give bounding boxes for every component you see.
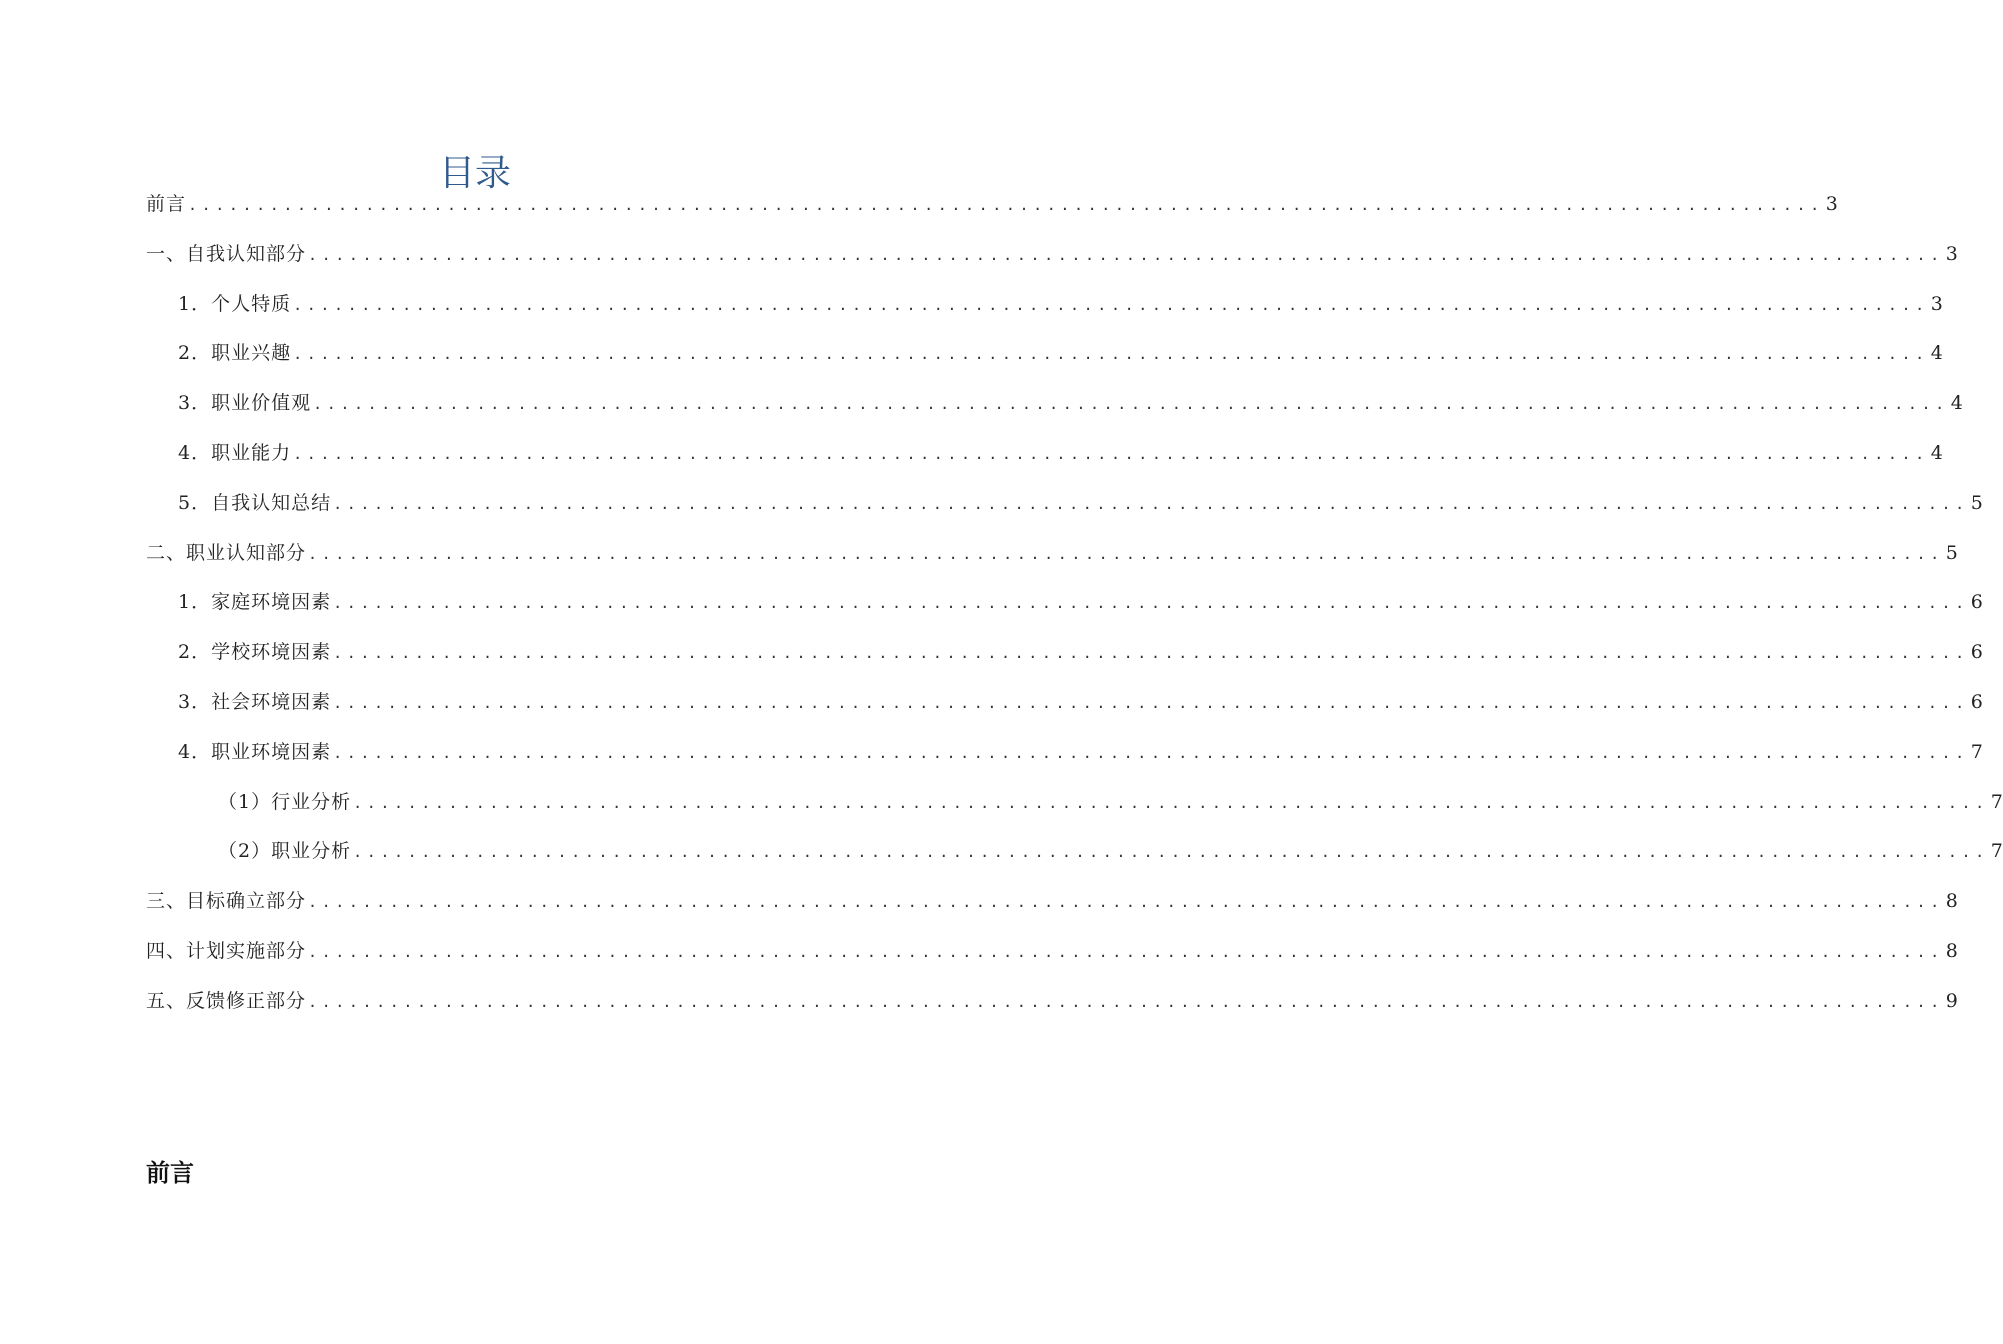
- toc-entry-label: 4．职业环境因素: [178, 740, 332, 763]
- toc-entry-label: 3．社会环境因素: [178, 690, 332, 713]
- toc-entry[interactable]: [146, 981, 1958, 1031]
- toc-entry-label: （1）行业分析: [218, 790, 352, 813]
- toc-entry-label: 三、目标确立部分: [146, 890, 307, 913]
- toc-page-number: 6: [1970, 641, 1983, 664]
- toc-page-number: 5: [1945, 541, 1958, 564]
- toc-entry[interactable]: [146, 284, 1943, 334]
- toc-entry[interactable]: [146, 483, 1983, 533]
- toc-leader-dots: ........................................................................................................................: [293, 444, 1929, 463]
- toc-entry-label: 4．职业能力: [178, 441, 292, 464]
- toc-entry[interactable]: [146, 383, 1963, 433]
- toc-leader-dots: ........................................................................................................................: [308, 245, 1944, 264]
- toc-leader-dots: ........................................................................................................................: [308, 992, 1944, 1011]
- toc-leader-dots: ........................................................................................................................: [188, 196, 1824, 214]
- toc-entry-label: 2．职业兴趣: [178, 342, 292, 365]
- toc-entry[interactable]: [146, 931, 1958, 981]
- toc-entry-label: 一、自我认知部分: [146, 242, 307, 265]
- toc-leader-dots: ........................................................................................................................: [333, 743, 1969, 762]
- toc-page-number: 3: [1825, 193, 1838, 215]
- toc-entry-label: 五、反馈修正部分: [146, 989, 307, 1012]
- toc-entry-label: 2．学校环境因素: [178, 641, 332, 664]
- toc-leader-dots: ........................................................................................................................: [333, 693, 1969, 712]
- toc-page-number: 4: [1950, 392, 1963, 415]
- toc-page-number: 3: [1930, 292, 1943, 315]
- toc-entry[interactable]: [146, 234, 1958, 284]
- toc-page-number: 8: [1945, 890, 1958, 913]
- table-of-contents: [146, 184, 2003, 1031]
- toc-page-number: 8: [1945, 939, 1958, 962]
- toc-entry[interactable]: [146, 333, 1943, 383]
- toc-entry-label: 1．家庭环境因素: [178, 591, 332, 614]
- toc-entry[interactable]: [146, 533, 1958, 583]
- toc-page-number: 9: [1945, 989, 1958, 1012]
- toc-entry-label: 二、职业认知部分: [146, 541, 307, 564]
- toc-entry-label: 前言: [146, 193, 187, 215]
- toc-leader-dots: ........................................................................................................................: [313, 395, 1949, 414]
- toc-entry-label: 四、计划实施部分: [146, 939, 307, 962]
- toc-page-number: 3: [1945, 242, 1958, 265]
- toc-page-number: 7: [1990, 840, 2003, 863]
- toc-entry[interactable]: [146, 782, 2003, 832]
- section-heading: 前言: [146, 1158, 194, 1187]
- toc-leader-dots: ........................................................................................................................: [353, 843, 1989, 862]
- toc-leader-dots: ........................................................................................................................: [333, 494, 1969, 513]
- toc-entry[interactable]: [146, 433, 1943, 483]
- toc-leader-dots: ........................................................................................................................: [293, 345, 1929, 364]
- toc-leader-dots: ........................................................................................................................: [308, 544, 1944, 563]
- toc-leader-dots: ........................................................................................................................: [353, 793, 1989, 812]
- toc-page-number: 6: [1970, 591, 1983, 614]
- toc-title: 目录: [438, 153, 511, 195]
- toc-entry[interactable]: [146, 682, 1983, 732]
- toc-leader-dots: ........................................................................................................................: [333, 644, 1969, 663]
- toc-entry[interactable]: [146, 881, 1958, 931]
- toc-page-number: 7: [1990, 790, 2003, 813]
- toc-entry[interactable]: [146, 632, 1983, 682]
- toc-entry[interactable]: [146, 831, 2003, 881]
- toc-entry-label: 5．自我认知总结: [178, 491, 332, 514]
- toc-leader-dots: ........................................................................................................................: [293, 295, 1929, 314]
- toc-entry[interactable]: [146, 184, 1838, 234]
- toc-leader-dots: ........................................................................................................................: [308, 942, 1944, 961]
- toc-entry-label: 3．职业价值观: [178, 392, 312, 415]
- toc-leader-dots: ........................................................................................................................: [333, 594, 1969, 613]
- toc-entry-label: 1．个人特质: [178, 292, 292, 315]
- toc-page-number: 6: [1970, 690, 1983, 713]
- toc-page-number: 7: [1970, 740, 1983, 763]
- toc-leader-dots: ........................................................................................................................: [308, 893, 1944, 912]
- toc-entry-label: （2）职业分析: [218, 840, 352, 863]
- toc-page-number: 5: [1970, 491, 1983, 514]
- toc-entry[interactable]: [146, 582, 1983, 632]
- toc-page-number: 4: [1930, 441, 1943, 464]
- toc-page-number: 4: [1930, 342, 1943, 365]
- toc-entry[interactable]: [146, 732, 1983, 782]
